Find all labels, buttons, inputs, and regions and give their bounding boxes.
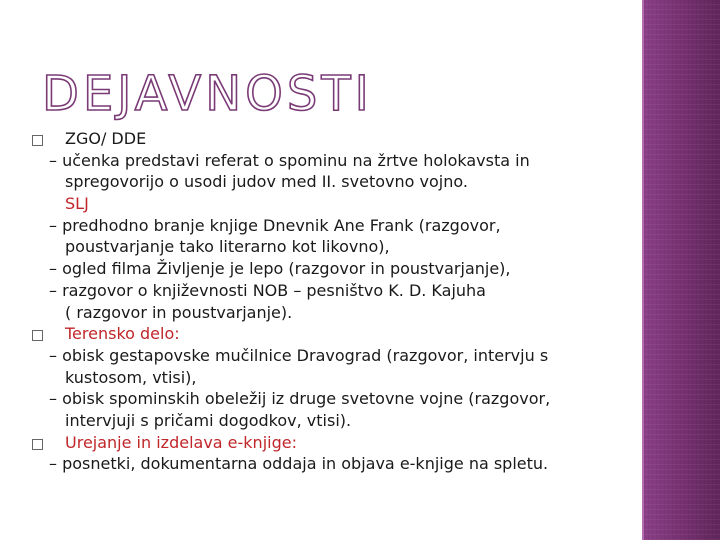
dash-item [28,150,628,172]
continuation-line [28,367,628,389]
item-text: – ogled filma Življenje je lepo (razgovor in poustvarjanje), [49,259,511,279]
slide-content [28,128,628,475]
item-text: ( razgovor in poustvarjanje). [65,302,293,322]
subject-label-text: SLJ [65,194,89,214]
bullet-item [28,128,628,150]
decorative-side-panel [642,0,720,540]
slide-title: DEJAVNOSTI [42,66,373,122]
checkbox-bullet-icon [32,439,43,450]
item-text: – razgovor o književnosti NOB – pesništvo K. D. Kajuha [49,280,486,300]
dash-item [28,345,628,367]
continuation-line [28,410,628,432]
checkbox-bullet-icon [32,330,43,341]
bullet-text: Urejanje in izdelava e-knjige: [65,432,297,452]
continuation-line [28,236,628,258]
item-text: – učenka predstavi referat o spominu na žrtve holokavsta in [49,150,530,170]
item-text: – obisk spominskih obeležij iz druge svetovne vojne (razgovor, [49,389,551,409]
dash-item [28,453,628,475]
subject-label [28,193,628,215]
bullet-item [28,323,628,345]
item-text: spregovorijo o usodi judov med II. svetovno vojno. [65,172,468,192]
dash-item [28,280,628,302]
checkbox-bullet-icon [32,135,43,146]
bullet-item [28,432,628,454]
item-text: – posnetki, dokumentarna oddaja in objava e-knjige na spletu. [49,454,549,474]
item-text: kustosom, vtisi), [65,367,197,387]
continuation-line [28,171,628,193]
item-text: – predhodno branje knjige Dnevnik Ane Frank (razgovor, [49,215,501,235]
bullet-text: Terensko delo: [65,324,180,344]
item-text: – obisk gestapovske mučilnice Dravograd (razgovor, intervju s [49,345,549,365]
dash-item [28,215,628,237]
continuation-line [28,302,628,324]
dash-item [28,258,628,280]
item-text: poustvarjanje tako literarno kot likovno), [65,237,390,257]
item-text: intervjuji s pričami dogodkov, vtisi). [65,410,352,430]
bullet-text: ZGO/ DDE [65,129,147,148]
dash-item [28,388,628,410]
